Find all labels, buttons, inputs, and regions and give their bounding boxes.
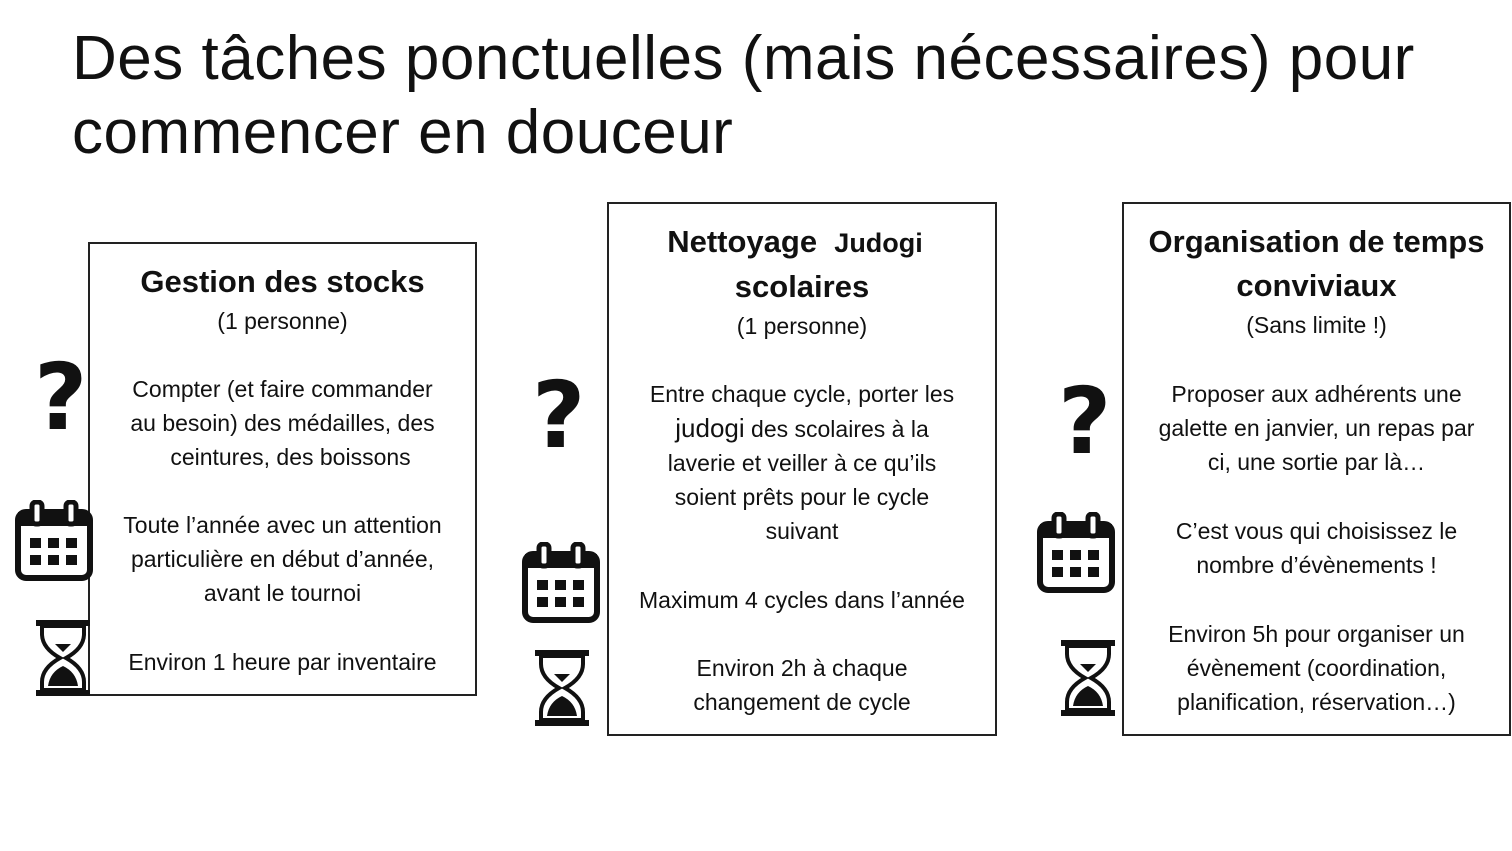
card-duration-line: Environ 5h pour organiser un (1168, 621, 1465, 647)
card-task-line: Proposer aux adhérents une (1171, 381, 1462, 407)
card-social-events (1122, 202, 1511, 736)
card-task-line: Entre chaque cycle, porter les (649, 381, 955, 407)
slide-title-line-2: commencer en douceur (72, 98, 734, 167)
card-title: Gestion des stocks (140, 264, 425, 299)
hourglass-icon (1061, 640, 1115, 721)
card-title-word: Judogi (834, 228, 923, 258)
card-duration-line: planification, réservation…) (1177, 689, 1456, 715)
slide-title (72, 22, 1472, 170)
card-when-line: Toute l’année avec un attention (123, 512, 442, 538)
card-when-line: avant le tournoi (203, 580, 362, 606)
card-task-line: laverie et veiller à ce qu’ils (667, 450, 937, 476)
card-capacity: (1 personne) (736, 313, 868, 339)
judogi-word: judogi (675, 413, 745, 443)
card-task-line: ci, une sortie par là… (1207, 449, 1426, 475)
card-task-line: soient prêts pour le cycle (674, 484, 930, 510)
hourglass-icon (36, 620, 90, 701)
card-title-word: Nettoyage (667, 224, 818, 259)
question-mark-icon: ? (34, 344, 88, 451)
card-when-line: C’est vous qui choisissez le (1175, 518, 1458, 544)
card-stock-management (88, 242, 477, 696)
card-title: Organisation de temps (1148, 224, 1485, 259)
card-duration-line: changement de cycle (693, 689, 911, 715)
card-title-line-2: scolaires (734, 269, 870, 304)
card-capacity: (1 personne) (217, 308, 348, 334)
card-title-line-2: conviviaux (1236, 268, 1397, 303)
question-mark-icon: ? (1058, 368, 1112, 475)
card-task-line: galette en janvier, un repas par (1158, 415, 1475, 441)
slide-title-line-1: Des tâches ponctuelles (mais nécessaires) pour (72, 24, 1415, 93)
card-when-line: nombre d’évènements ! (1196, 552, 1437, 578)
card-task-line: judogi des scolaires à la (675, 413, 929, 443)
card-duration-line: évènement (coordination, (1186, 655, 1447, 681)
card-duration-line: Environ 1 heure par inventaire (128, 649, 437, 675)
card-duration-line: Environ 2h à chaque (696, 655, 908, 681)
calendar-icon (521, 542, 601, 629)
card-task-line: Compter (et faire commander (132, 376, 433, 402)
calendar-icon (1036, 512, 1116, 599)
hourglass-icon (535, 650, 589, 731)
card-task-line: ceintures, des boissons (170, 444, 411, 470)
question-mark-icon: ? (532, 362, 586, 469)
card-title (609, 220, 995, 265)
calendar-icon (14, 500, 94, 587)
card-when-line: particulière en début d’année, (130, 546, 435, 572)
card-capacity: (Sans limite !) (1246, 312, 1387, 338)
card-task-line: au besoin) des médailles, des (130, 410, 435, 436)
card-task-line: suivant (765, 518, 839, 544)
card-judogi-cleaning (607, 202, 997, 736)
card-when-line: Maximum 4 cycles dans l’année (639, 587, 965, 613)
